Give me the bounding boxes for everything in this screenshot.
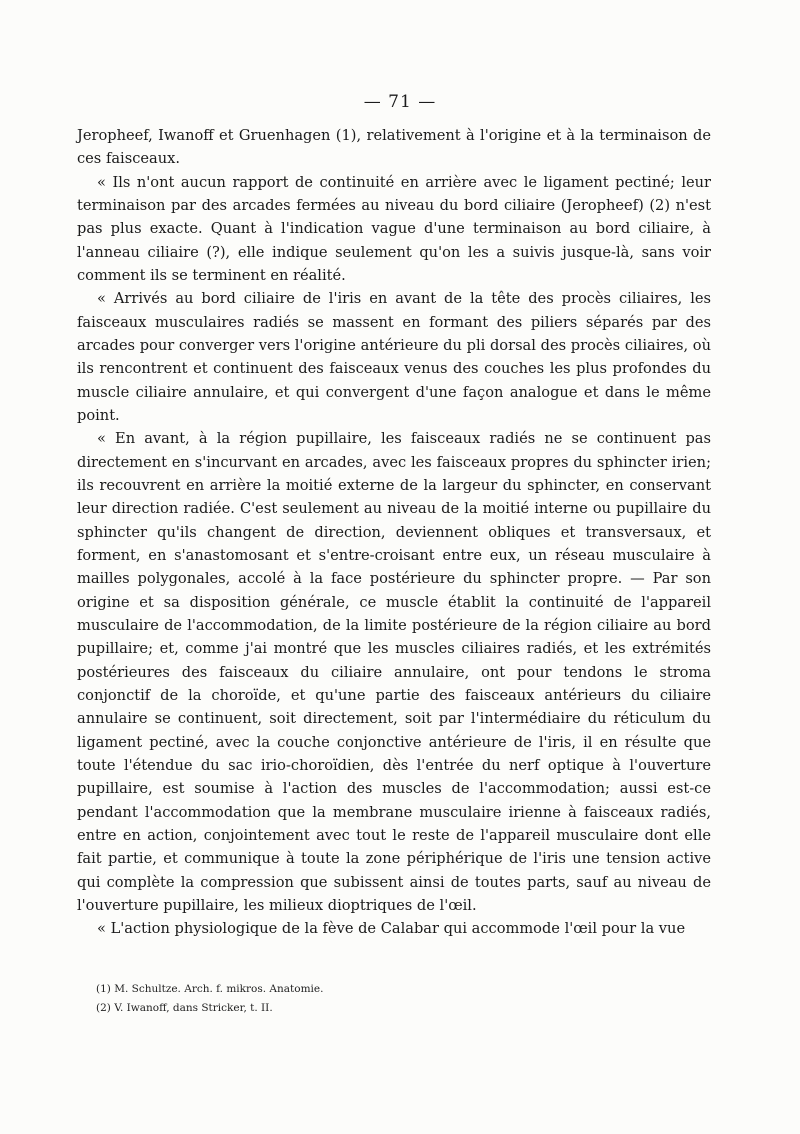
footnote-2: (2) V. Iwanoff, dans Stricker, t. II. (96, 1002, 273, 1014)
footnote-1: (1) M. Schultze. Arch. f. mikros. Anatomie. (96, 983, 324, 995)
paragraph-5: « L'action physiologique de la fève de Calabar qui accommode l'œil pour la vue (97, 920, 686, 938)
paragraph-2: « Ils n'ont aucun rapport de continuité en arrière avec le ligament pectiné; leur terminaison par des arcades fermées au niveau du bord ciliaire (Jeropheef) (2) n'est pas plus exacte. Quant à l'indication vague d'une terminaison au bord ciliaire, à l'anneau ciliaire (?), elle indique seulement qu'on les a suivis jusque-là, sans voir comment ils se terminent en réalité. (77, 173, 711, 284)
page-number: — 71 — (363, 92, 437, 112)
paragraph-1: Jeropheef, Iwanoff et Gruenhagen (1), relativement à l'origine et à la terminaison de ces faisceaux. (77, 127, 711, 168)
footnotes (96, 980, 696, 1018)
body-text (77, 124, 711, 940)
paragraph-3: « Arrivés au bord ciliaire de l'iris en avant de la tête des procès ciliaires, les faisceaux musculaires radiés se massent en formant des piliers séparés par des arcades pour converger vers l'origine antérieure du pli dorsal des procès ciliaires, où ils rencontrent et continuent des faisceaux venus des couches les plus profondes du muscle ciliaire annulaire, et qui convergent d'une façon analogue et dans le même point. (77, 290, 711, 424)
paragraph-4: « En avant, à la région pupillaire, les faisceaux radiés ne se continuent pas directement en s'incurvant en arcades, avec les faisceaux propres du sphincter irien; ils recouvrent en arrière la moitié externe de la largeur du sphincter, en conservant leur direction radiée. C'est seulement au niveau de la moitié interne ou pupillaire du sphincter qu'ils changent de direction, deviennent obliques et transversaux, et forment, en s'anastomosant et s'entre-croisant entre eux, un réseau musculaire à mailles polygonales, accolé à la face postérieure du sphincter propre. — Par son origine et sa disposition générale, ce muscle établit la continuité de l'appareil musculaire de l'accommodation, de la limite postérieure de la région ciliaire au bord pupillaire; et, comme j'ai montré que les muscles ciliaires radiés, et les extrémités postérieures des faisceaux du ciliaire annulaire, ont pour tendons le stroma conjonctif de la choroïde, et qu'une partie des faisceaux antérieurs du ciliaire annulaire se continuent, soit directement, soit par l'intermédiaire du réticulum du ligament pectiné, avec la couche conjonctive antérieure de l'iris, il en résulte que toute l'étendue du sac irio-choroïdien, dès l'entrée du nerf optique à l'ouverture pupillaire, est soumise à l'action des muscles de l'accommodation; aussi est-ce pendant l'accommodation que la membrane musculaire irienne à faisceaux radiés, entre en action, conjointement avec tout le reste de l'appareil musculaire dont elle fait partie, et communique à toute la zone périphérique de l'iris une tension active qui complète la compression que subissent ainsi de toutes parts, sauf au niveau de l'ouverture pupillaire, les milieux dioptriques de l'œil. (77, 430, 711, 914)
